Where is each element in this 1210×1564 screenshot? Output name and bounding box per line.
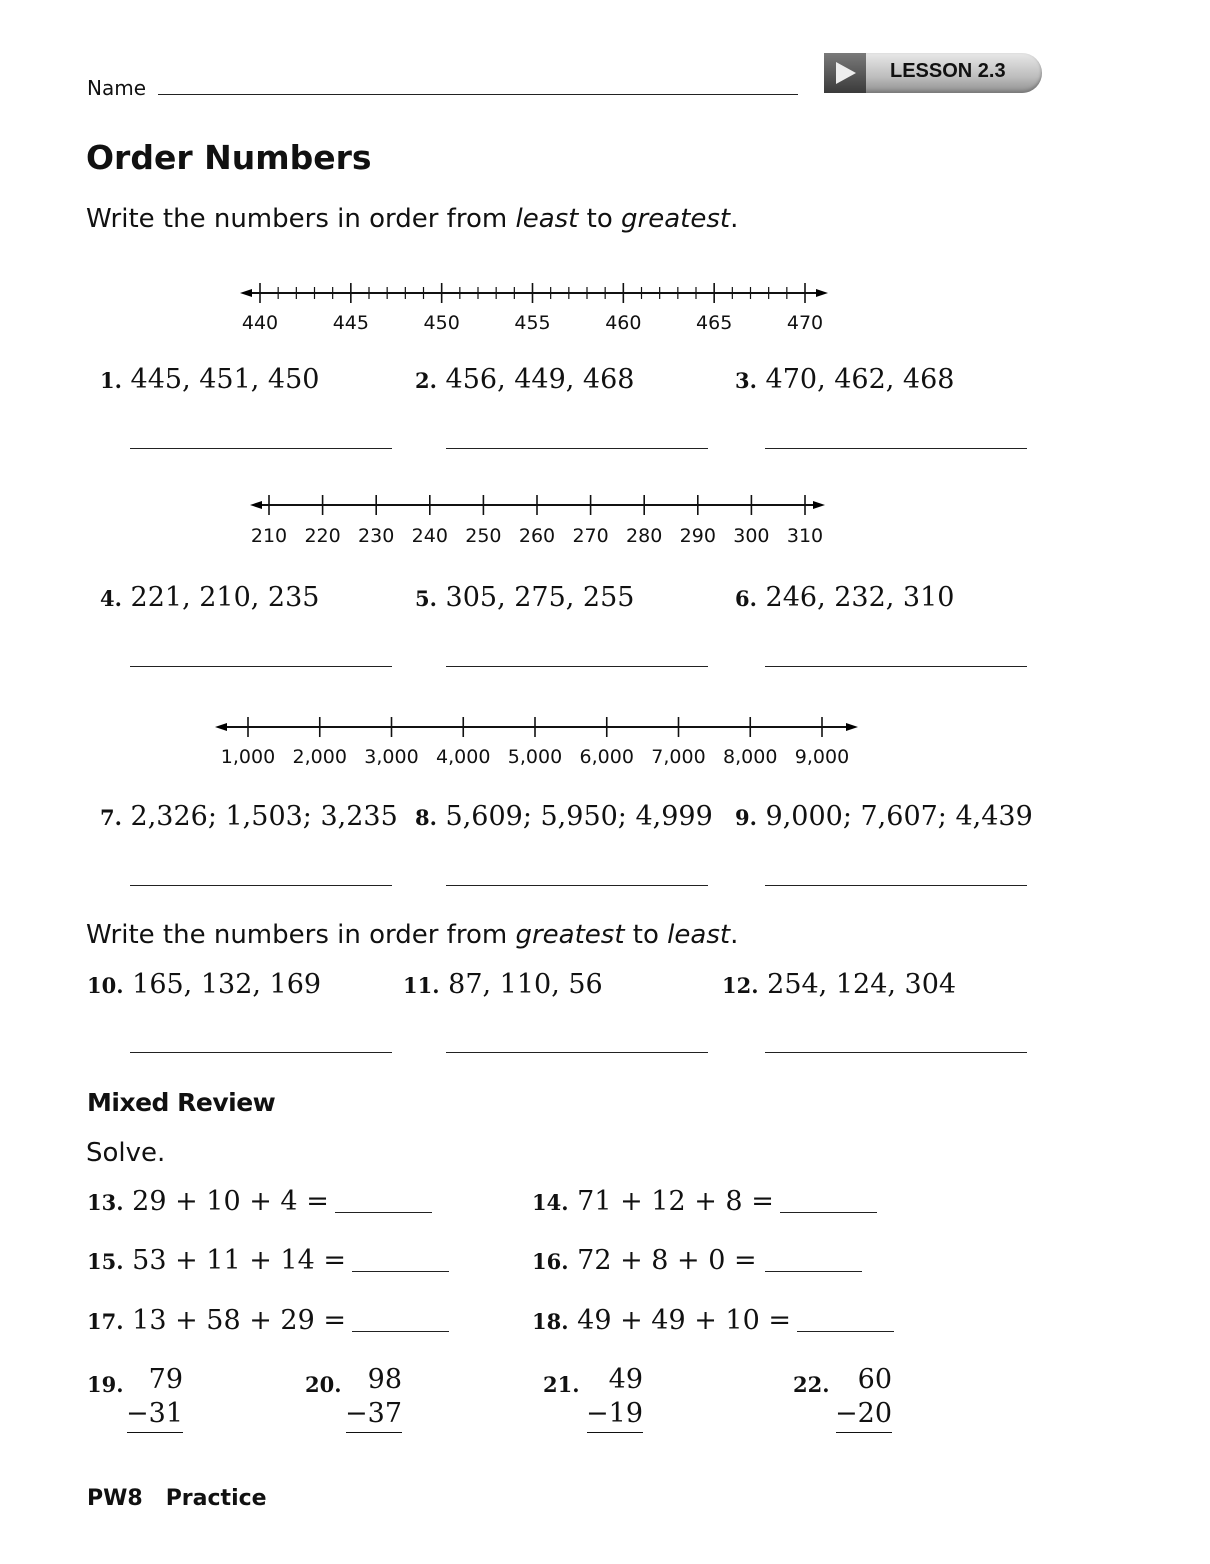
problem-number: 15. <box>87 1249 124 1274</box>
problem-8 <box>415 801 713 832</box>
answer-line[interactable] <box>446 1052 708 1053</box>
equation: 49 + 49 + 10 = <box>577 1305 791 1336</box>
problem-numbers: 165, 132, 169 <box>132 969 322 1000</box>
tick-label: 1,000 <box>220 746 276 768</box>
problem-5 <box>415 582 634 613</box>
problem-7 <box>100 801 398 832</box>
problem-number: 5. <box>415 586 437 611</box>
subtrahend: −20 <box>835 1398 892 1429</box>
name-label: Name <box>87 76 147 100</box>
problem-number: 4. <box>100 586 122 611</box>
tick-label: 8,000 <box>723 746 778 768</box>
instruction-greatest-to-least <box>86 920 738 950</box>
instr-em: greatest <box>621 204 731 234</box>
addition-problem-17 <box>87 1305 346 1336</box>
tick-label: 2,000 <box>292 746 347 768</box>
instr-text: to <box>578 204 622 234</box>
arrow-left-icon <box>240 289 252 297</box>
answer-line[interactable] <box>765 1271 862 1272</box>
arrow-left-icon <box>250 501 262 509</box>
arrow-right-icon <box>813 501 825 509</box>
tick-label: 300 <box>733 525 770 547</box>
problem-12 <box>722 969 956 1000</box>
tick-label: 3,000 <box>364 746 419 768</box>
subtrahend: −31 <box>126 1398 183 1429</box>
footer-label: Practice <box>165 1486 267 1511</box>
arrow-left-icon <box>215 723 227 731</box>
tick-label: 9,000 <box>794 746 850 768</box>
name-field[interactable] <box>158 94 798 95</box>
problem-numbers: 5,609; 5,950; 4,999 <box>445 801 713 832</box>
subtrahend: −19 <box>586 1398 643 1429</box>
problem-number: 9. <box>735 805 757 830</box>
addition-problem-18 <box>532 1305 791 1336</box>
addition-problem-16 <box>532 1245 757 1276</box>
answer-line[interactable] <box>587 1432 643 1433</box>
problem-number: 22. <box>793 1372 830 1397</box>
problem-10 <box>87 969 321 1000</box>
problem-number: 13. <box>87 1190 124 1215</box>
problem-number: 14. <box>532 1190 569 1215</box>
problem-number: 7. <box>100 805 122 830</box>
minuend: 98 <box>367 1364 402 1395</box>
answer-line[interactable] <box>446 885 708 886</box>
number-line-3 <box>0 712 1210 742</box>
number-line-2 <box>0 490 1210 520</box>
page-title: Order Numbers <box>86 138 372 177</box>
addition-problem-15 <box>87 1245 346 1276</box>
answer-line[interactable] <box>335 1212 432 1213</box>
tick-label: 310 <box>786 525 824 547</box>
tick-label: 460 <box>605 312 642 334</box>
tick-label: 455 <box>514 312 551 334</box>
tick-label: 5,000 <box>507 746 563 768</box>
equation: 29 + 10 + 4 = <box>132 1186 329 1217</box>
problem-2 <box>415 364 634 395</box>
problem-numbers: 305, 275, 255 <box>445 582 635 613</box>
problem-number: 21. <box>543 1372 580 1397</box>
answer-line[interactable] <box>130 1052 392 1053</box>
instr-text: . <box>730 204 739 234</box>
arrow-right-icon <box>816 289 828 297</box>
problem-11 <box>403 969 603 1000</box>
tick-label: 450 <box>423 312 460 334</box>
tick-label: 465 <box>696 312 733 334</box>
answer-line[interactable] <box>446 666 708 667</box>
minuend: 49 <box>608 1364 643 1395</box>
equation: 72 + 8 + 0 = <box>577 1245 757 1276</box>
answer-line[interactable] <box>130 666 392 667</box>
arrow-right-icon <box>846 723 858 731</box>
tick-label: 4,000 <box>436 746 491 768</box>
problem-1 <box>100 364 319 395</box>
number-line-1 <box>0 278 1210 308</box>
equation: 71 + 12 + 8 = <box>577 1186 774 1217</box>
play-icon <box>824 53 866 93</box>
problem-numbers: 9,000; 7,607; 4,439 <box>765 801 1033 832</box>
answer-line[interactable] <box>352 1331 449 1332</box>
answer-line[interactable] <box>765 1052 1027 1053</box>
answer-line[interactable] <box>765 666 1027 667</box>
tick-label: 440 <box>241 312 279 334</box>
problem-3 <box>735 364 954 395</box>
problem-numbers: 246, 232, 310 <box>765 582 955 613</box>
tick-label: 6,000 <box>579 746 634 768</box>
tick-label: 445 <box>332 312 369 334</box>
tick-label: 470 <box>786 312 824 334</box>
tick-label: 240 <box>411 525 448 547</box>
minuend: 60 <box>857 1364 892 1395</box>
instr-text: . <box>730 920 739 950</box>
problem-numbers: 221, 210, 235 <box>130 582 320 613</box>
lesson-badge <box>824 53 1042 93</box>
problem-6 <box>735 582 954 613</box>
instr-text: Write the numbers in order from <box>86 920 516 950</box>
problem-numbers: 2,326; 1,503; 3,235 <box>130 801 398 832</box>
problem-number: 19. <box>87 1372 124 1397</box>
problem-number: 2. <box>415 368 437 393</box>
solve-instruction: Solve. <box>86 1138 166 1168</box>
instr-em: least <box>667 920 731 950</box>
tick-label: 270 <box>572 525 609 547</box>
problem-numbers: 254, 124, 304 <box>767 969 957 1000</box>
tick-label: 220 <box>304 525 341 547</box>
tick-label: 290 <box>679 525 716 547</box>
answer-line[interactable] <box>765 885 1027 886</box>
answer-line[interactable] <box>765 448 1027 449</box>
footer <box>87 1486 267 1511</box>
answer-line[interactable] <box>446 448 708 449</box>
problem-number: 1. <box>100 368 122 393</box>
problem-number: 6. <box>735 586 757 611</box>
problem-4 <box>100 582 319 613</box>
answer-line[interactable] <box>797 1331 894 1332</box>
instr-text: Write the numbers in order from <box>86 204 516 234</box>
problem-number: 11. <box>403 973 440 998</box>
problem-number: 12. <box>722 973 759 998</box>
problem-number: 18. <box>532 1309 569 1334</box>
subtrahend: −37 <box>345 1398 402 1429</box>
answer-line[interactable] <box>780 1212 877 1213</box>
answer-line[interactable] <box>130 885 392 886</box>
tick-label: 7,000 <box>651 746 706 768</box>
instruction-least-to-greatest <box>86 204 738 234</box>
answer-line[interactable] <box>127 1432 183 1433</box>
instr-text: to <box>624 920 668 950</box>
problem-numbers: 456, 449, 468 <box>445 364 635 395</box>
answer-line[interactable] <box>130 448 392 449</box>
tick-label: 280 <box>626 525 663 547</box>
instr-em: least <box>515 204 579 234</box>
tick-label: 260 <box>518 525 556 547</box>
problem-9 <box>735 801 1033 832</box>
answer-line[interactable] <box>836 1432 892 1433</box>
addition-problem-13 <box>87 1186 329 1217</box>
problem-number: 20. <box>305 1372 342 1397</box>
problem-number: 3. <box>735 368 757 393</box>
instr-em: greatest <box>515 920 625 950</box>
problem-number: 10. <box>87 973 124 998</box>
mixed-review-heading: Mixed Review <box>87 1088 276 1117</box>
problem-numbers: 445, 451, 450 <box>130 364 320 395</box>
addition-problem-14 <box>532 1186 774 1217</box>
minuend: 79 <box>148 1364 183 1395</box>
problem-numbers: 87, 110, 56 <box>448 969 603 1000</box>
problem-number: 17. <box>87 1309 124 1334</box>
problem-number: 8. <box>415 805 437 830</box>
equation: 13 + 58 + 29 = <box>132 1305 346 1336</box>
lesson-label: LESSON 2.3 <box>890 60 1006 82</box>
answer-line[interactable] <box>346 1432 402 1433</box>
problem-number: 16. <box>532 1249 569 1274</box>
page-code: PW8 <box>87 1486 143 1511</box>
answer-line[interactable] <box>352 1271 449 1272</box>
tick-label: 250 <box>465 525 502 547</box>
tick-label: 230 <box>358 525 395 547</box>
tick-label: 210 <box>250 525 288 547</box>
equation: 53 + 11 + 14 = <box>132 1245 346 1276</box>
problem-numbers: 470, 462, 468 <box>765 364 955 395</box>
